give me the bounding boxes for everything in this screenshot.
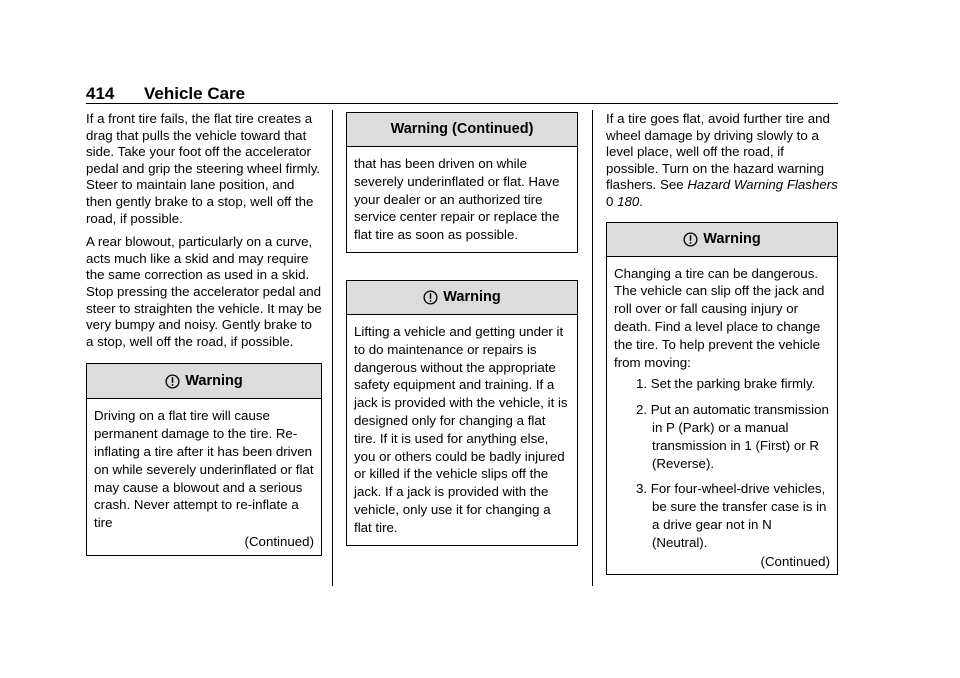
continued-label: (Continued) <box>760 553 830 569</box>
paragraph-text: If a tire goes flat, avoid further tire and wheel damage by driving slowly to a level place, well off the road, if possible. Turn on the hazard warning flashers. See <box>606 111 830 193</box>
warning-header <box>607 223 837 257</box>
paragraph: If a front tire fails, the flat tire creates a drag that pulls the vehicle toward that side. Take your foot off the accelerator pedal and grip the steering wheel firmly. Steer to maintain lane position, and then gently brake to a stop, well off the road, if possible. <box>86 111 321 226</box>
warning-body <box>347 315 577 545</box>
warning-title: Warning <box>443 289 501 306</box>
cross-reference-icon: 0 <box>606 193 614 209</box>
warning-box <box>606 222 838 576</box>
warning-text: Changing a tire can be dangerous. The vehicle can slip off the jack and roll over or fall causing injury or death. Find a level place to change the tire. To help prevent the vehicle from moving: <box>614 265 825 370</box>
warning-title: Warning <box>703 230 761 247</box>
list-item: 1. Set the parking brake firmly. <box>636 376 816 392</box>
warning-title: Warning <box>185 373 243 390</box>
column-divider <box>592 110 593 586</box>
cross-reference-link[interactable]: Hazard Warning Flashers <box>687 177 838 193</box>
list-item: 3. For four-wheel-drive vehicles, be sure the transfer case is in a drive gear not in N (Neutral). <box>636 481 827 550</box>
steps-list <box>614 375 830 551</box>
warning-text: Lifting a vehicle and getting under it to do maintenance or repairs is dangerous without the appropriate safety equipment and training. If a jack is provided with the vehicle, it is designed only for changing a flat tire. If it is used for anything else, you or others could be badly injured or killed if the vehicle slips off the jack. If a jack is provided with the vehicle, only use it for changing a flat tire. <box>354 323 568 535</box>
page-number: 414 <box>86 84 115 103</box>
warning-body <box>607 257 837 575</box>
warning-header <box>87 364 321 399</box>
warning-box-continued <box>346 112 578 253</box>
warning-box <box>346 280 578 546</box>
warning-header <box>347 113 577 147</box>
warning-title: Warning (Continued) <box>390 121 534 138</box>
page-header <box>86 84 245 104</box>
warning-body <box>87 399 321 554</box>
cross-reference-page[interactable]: 180 <box>617 193 640 209</box>
header-rule <box>86 103 838 104</box>
column-divider <box>332 110 333 586</box>
warning-icon <box>165 374 180 389</box>
warning-box <box>86 363 322 555</box>
warning-header <box>347 281 577 315</box>
column-3 <box>606 111 838 575</box>
warning-icon <box>683 232 698 247</box>
paragraph-end: . <box>639 193 643 209</box>
section-title: Vehicle Care <box>144 84 246 103</box>
paragraph <box>606 111 838 211</box>
list-item: 2. Put an automatic transmission in P (Park) or a manual transmission in 1 (First) or R (Reverse). <box>636 402 829 471</box>
warning-text: that has been driven on while severely underinflated or flat. Have your dealer or an authorized tire service center repair or replace the flat tire as soon as possible. <box>354 156 560 243</box>
paragraph: A rear blowout, particularly on a curve, acts much like a skid and may require the same correction as used in a skid. Stop pressing the accelerator pedal and steer to straighten the vehicle. It may be very bumpy and noisy. Gently brake to a stop, well off the road, if possible. <box>86 234 322 349</box>
warning-body <box>347 147 577 252</box>
warning-text: Driving on a flat tire will cause permanent damage to the tire. Re-inflating a tire after it has been driven on while severely underinflated or flat may cause a blowout and a serious crash. Never attempt to re-inflate a tire <box>94 408 314 531</box>
continued-label: (Continued) <box>244 533 314 549</box>
column-2 <box>346 112 578 546</box>
warning-icon <box>423 290 438 305</box>
column-1 <box>86 111 322 556</box>
